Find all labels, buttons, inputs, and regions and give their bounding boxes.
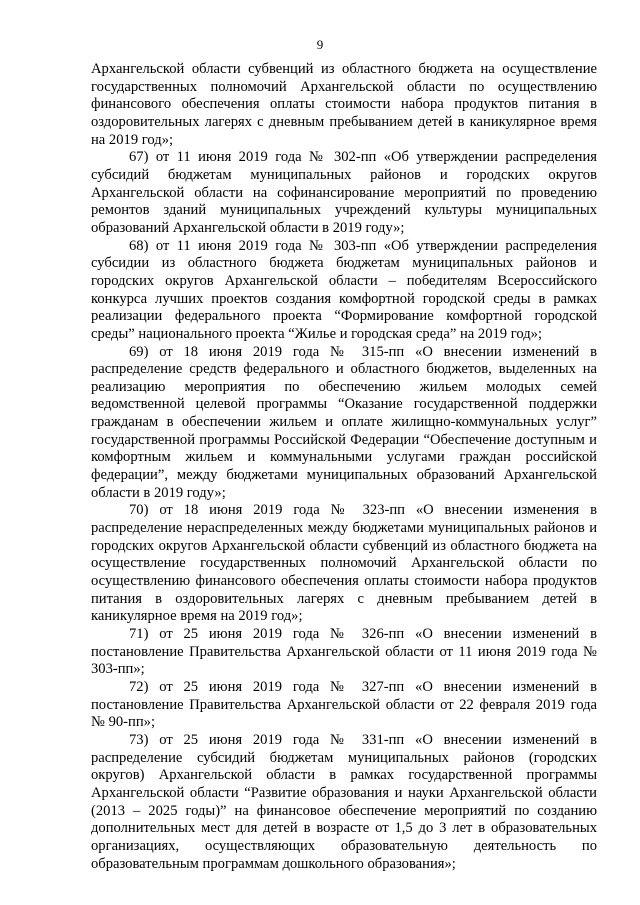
list-item-73: 73) от 25 июня 2019 года № 331-пп «О внесении изменений в распределение субсидий бюджетам муниципальных районов (городских округов) Архангельской области в рамках государственной программы Архангельской области “Развитие образования и науки Архангельской области (2013 – 2025 годы)” на финансовое обеспечение мероприятий по созданию дополнительных мест для детей в возрасте от 1,5 до 3 лет в образовательных организациях, осуществляющих образовательную деятельность по образовательным программам дошкольного образования»; bbox=[91, 731, 597, 872]
list-item-71: 71) от 25 июня 2019 года № 326-пп «О внесении изменений в постановление Правительства Архангельской области от 11 июня 2019 года № 303-пп»; bbox=[91, 626, 597, 678]
list-item-72: 72) от 25 июня 2019 года № 327-пп «О внесении изменений в постановление Правительства Архангельской области от 22 февраля 2019 года № 90-пп»; bbox=[91, 678, 597, 731]
document-body bbox=[91, 61, 597, 873]
list-item-68: 68) от 11 июня 2019 года № 303-пп «Об утверждении распределения субсидии из областного бюджета бюджетам муниципальных районов и городских округов Архангельской области – победителям Всероссийского конкурса лучших проектов создания комфортной городской среды в рамках реализации федерального проекта “Формирование комфортной городской среды” национального проекта “Жилье и городская среда” на 2019 год»; bbox=[91, 237, 597, 342]
list-item-67: 67) от 11 июня 2019 года № 302-пп «Об утверждении распределения субсидий бюджетам муниципальных районов и городских округов Архангельской области на софинансирование мероприятий по проведению ремонтов зданий муниципальных учреждений культуры муниципальных образований Архангельской области в 2019 году»; bbox=[91, 149, 597, 236]
list-item-70: 70) от 18 июня 2019 года № 323-пп «О внесении изменения в распределение нераспределенных между бюджетами муниципальных районов и городских округов Архангельской области субвенций из областного бюджета на осуществление государственных полномочий Архангельской области по осуществлению финансового обеспечения оплаты стоимости набора продуктов питания в оздоровительных лагерях с дневным пребыванием детей в каникулярное время на 2019 год»; bbox=[91, 502, 597, 625]
paragraph-continuation: Архангельской области субвенций из областного бюджета на осуществление государственных полномочий Архангельской области по осуществлению финансового обеспечения оплаты стоимости набора продуктов питания в оздоровительных лагерях с дневным пребыванием детей в каникулярное время на 2019 год»; bbox=[91, 61, 597, 148]
list-item-69: 69) от 18 июня 2019 года № 315-пп «О внесении изменений в распределение средств федерального и областного бюджетов, выделенных на реализацию мероприятия по обеспечению жильем молодых семей ведомственной целевой программы “Оказание государственной поддержки гражданам в обеспечении жильем и оплате жилищно-коммунальных услуг” государственной программы Российской Федерации “Обеспечение доступным и комфортным жильем и коммунальными услугами граждан российской федерации”, между бюджетами муниципальных образований Архангельской области в 2019 году»; bbox=[91, 343, 597, 501]
page-number: 9 bbox=[316, 37, 324, 52]
